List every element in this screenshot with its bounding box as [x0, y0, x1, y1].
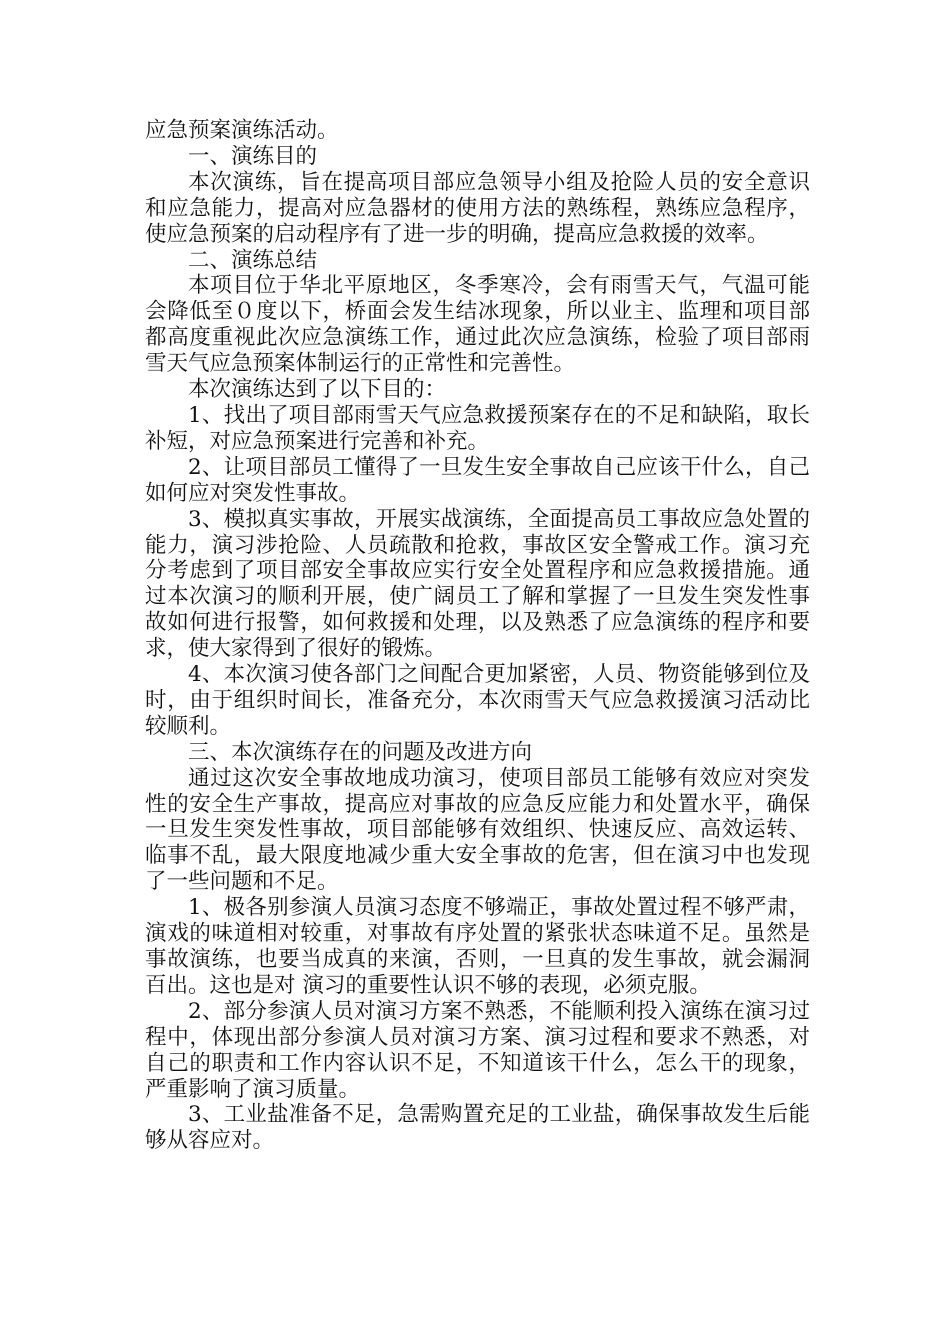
- section-heading-problems: 三、本次演练存在的问题及改进方向: [188, 739, 533, 765]
- document-body: [145, 118, 810, 1154]
- paragraph-problems-intro: 通过这次安全事故地成功演习，使项目部员工能够有效应对突发性的安全生产事故，提高应对事故的应急反应能力和处置水平，确保一旦发生突发性事故，项目部能够有效组织、快速反应、高效运转、临事不乱，最大限度地减少重大安全事故的危害，但在演习中也发现了一些问题和不足。: [145, 765, 810, 895]
- paragraph-summary: 本项目位于华北平原地区，冬季寒冷，会有雨雪天气，气温可能会降低至０度以下，桥面会发生结冰现象，所以业主、监理和项目部都高度重视此次应急演练工作，通过此次应急演练，检验了项目部雨雪天气应急预案体制运行的正常性和完善性。: [145, 273, 810, 377]
- list-item-goal-4: 4、本次演习使各部门之间配合更加紧密，人员、物资能够到位及时，由于组织时间长，准备充分，本次雨雪天气应急救援演习活动比较顺利。: [145, 662, 810, 739]
- list-item-goal-2: 2、让项目部员工懂得了一旦发生安全事故自己应该干什么，自己如何应对突发性事故。: [145, 454, 810, 506]
- paragraph-purpose: 本次演练，旨在提高项目部应急领导小组及抢险人员的安全意识和应急能力，提高对应急器材的使用方法的熟练程，熟练应急程序，使应急预案的启动程序有了进一步的明确，提高应急救援的效率。: [145, 169, 810, 247]
- paragraph-continuation: 应急预案演练活动。: [145, 118, 339, 143]
- list-item-goal-1: 1、找出了项目部雨雪天气应急救援预案存在的不足和缺陷，取长补短，对应急预案进行完善和补充。: [145, 402, 810, 454]
- paragraph-goals-intro: 本次演练达到了以下目的：: [188, 377, 447, 403]
- section-heading-purpose: 一、演练目的: [188, 143, 318, 169]
- section-heading-summary: 二、演练总结: [188, 247, 318, 273]
- list-item-problem-1: 1、极各别参演人员演习态度不够端正，事故处置过程不够严肃，演戏的味道相对较重，对事故有序处置的紧张状态味道不足。虽然是事故演练，也要当成真的来演，否则，一旦真的发生事故，就会漏洞百出。这也是对 演习的重要性认识不够的表现，必须克服。: [145, 895, 810, 998]
- list-item-goal-3: 3、模拟真实事故，开展实战演练，全面提高员工事故应急处置的能力，演习涉抢险、人员疏散和抢救，事故区安全警戒工作。演习充分考虑到了项目部安全事故应实行安全处置程序和应急救援措施。通过本次演习的顺利开展，使广阔员工了解和掌握了一旦发生突发性事故如何进行报警，如何救援和处理，以及熟悉了应急演练的程序和要求，使大家得到了很好的锻炼。: [145, 506, 810, 662]
- list-item-problem-2: 2、部分参演人员对演习方案不熟悉，不能顺利投入演练在演习过程中，体现出部分参演人员对演习方案、演习过程和要求不熟悉，对自己的职责和工作内容认识不足，不知道该干什么，怎么干的现象，严重影响了演习质量。: [145, 998, 810, 1102]
- list-item-problem-3: 3、工业盐准备不足，急需购置充足的工业盐，确保事故发生后能够从容应对。: [145, 1102, 810, 1154]
